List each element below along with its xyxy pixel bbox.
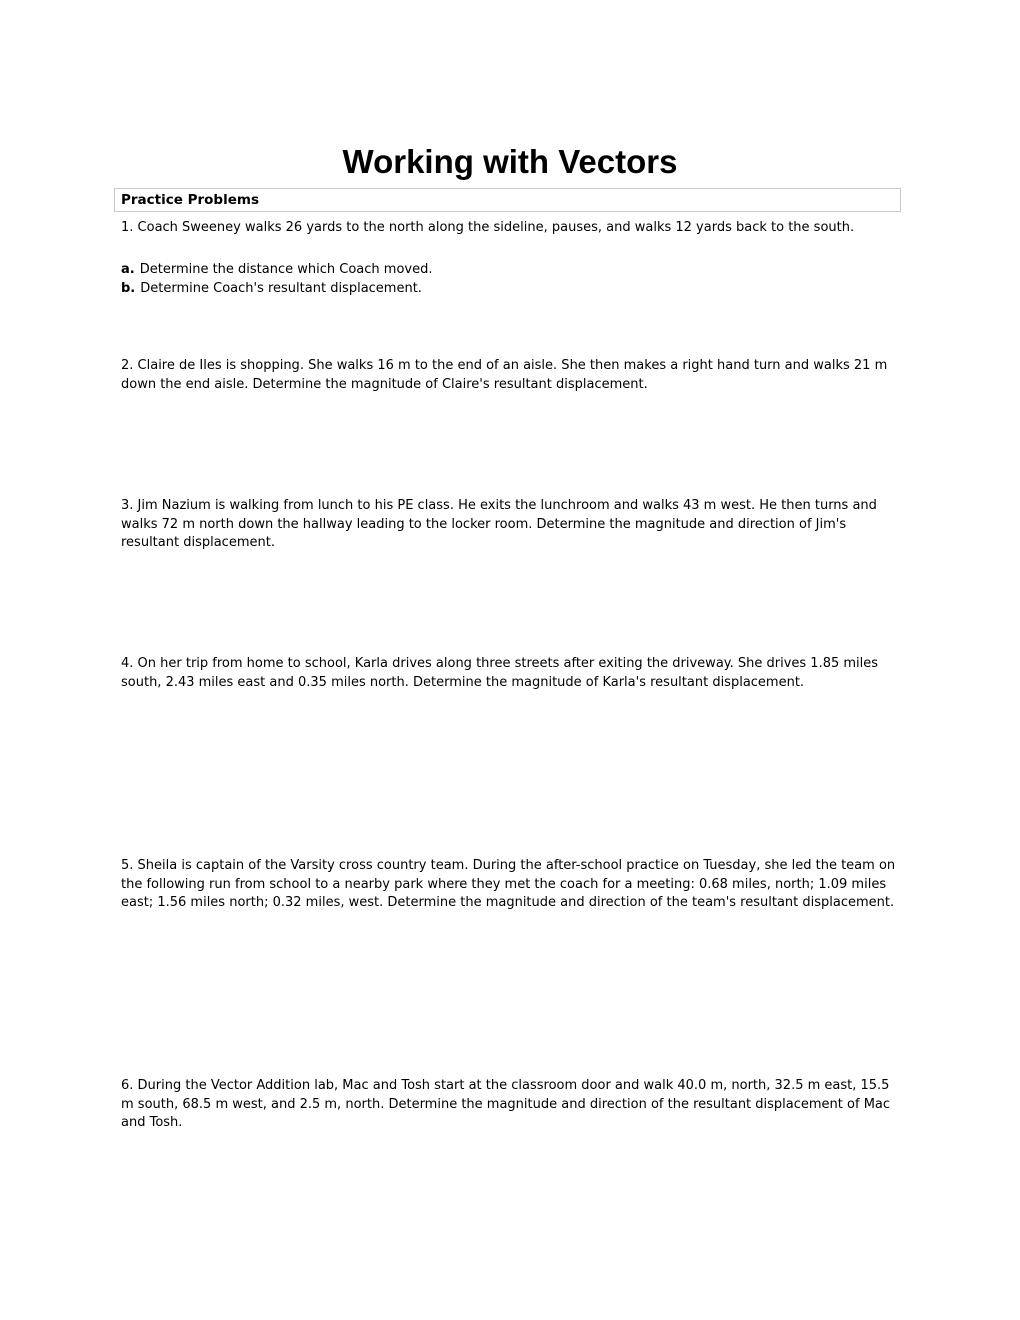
part-a-text: Determine the distance which Coach moved.	[139, 262, 433, 277]
problem-3-text: 3. Jim Nazium is walking from lunch to his PE class. He exits the lunchroom and walks 43 m west. He then turns and walks 72 m north down the hallway leading to the locker room. Determine the magnitude and direction of Jim's resultant displacement.	[121, 498, 877, 550]
part-b-text: Determine Coach's resultant displacement.	[140, 280, 422, 296]
problem-4-text: 4. On her trip from home to school, Karla drives along three streets after exiting the driveway. She drives 1.85 miles south, 2.43 miles east and 0.35 miles north. Determine the magnitude of Karla's resultant displacement.	[121, 656, 879, 690]
practice-problems-header-box	[114, 188, 901, 212]
practice-problems-header: Practice Problems	[121, 192, 259, 208]
problem-1-subparts	[121, 261, 901, 298]
problem-1-text: 1. Coach Sweeney walks 26 yards to the north along the sideline, pauses, and walks 12 yards back to the south.	[121, 220, 855, 235]
part-a-label: a.	[121, 262, 135, 277]
problem-2-text: 2. Claire de Iles is shopping. She walks 16 m to the end of an aisle. She then makes a right hand turn and walks 21 m down the end aisle. Determine the magnitude of Claire's resultant displacement.	[121, 358, 888, 392]
page-title: Working with Vectors	[342, 143, 678, 181]
problem-1-part-a	[121, 261, 901, 280]
problem-6-text: 6. During the Vector Addition lab, Mac and Tosh start at the classroom door and walk 40.0 m, north, 32.5 m east, 15.5 m south, 68.5 m west, and 2.5 m, north. Determine the magnitude and direction of the resultant displacement of Mac and Tosh.	[121, 1078, 891, 1130]
problem-5-text: 5. Sheila is captain of the Varsity cross country team. During the after-school practice on Tuesday, she led the team on the following run from school to a nearby park where they met the coach for a meeting: 0.68 miles, north; 1.09 miles east; 1.56 miles north; 0.32 miles, west. Determine the magnitude and direction of the team's resultant displacement.	[121, 858, 896, 910]
part-b-label: b.	[121, 280, 136, 296]
problem-1-part-b	[121, 280, 901, 299]
